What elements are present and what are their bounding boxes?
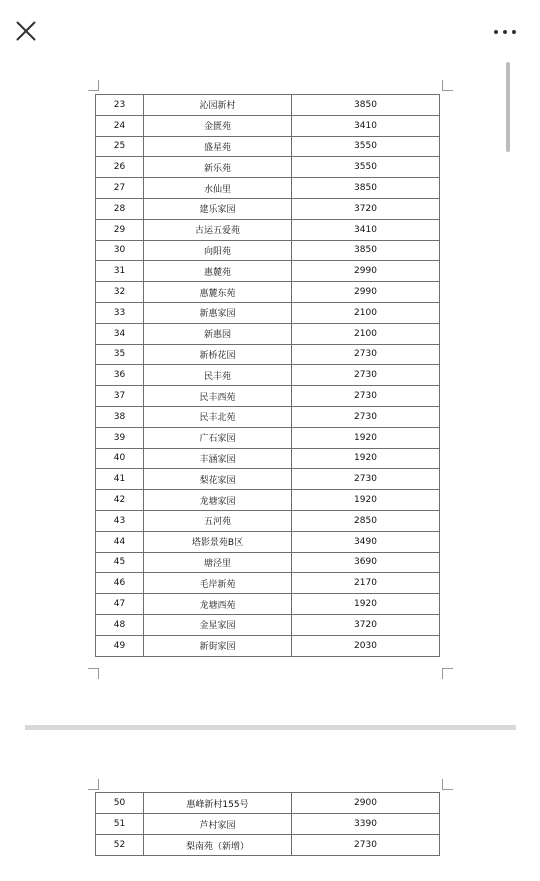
row-name: 民丰苑 [144,365,292,386]
table-row [96,261,440,282]
row-value: 2990 [292,261,440,282]
table-row [96,448,440,469]
table-row [96,490,440,511]
table-row [96,198,440,219]
row-number: 38 [96,406,144,427]
row-value: 2730 [292,835,440,856]
table-row [96,365,440,386]
row-number: 51 [96,814,144,835]
row-name: 沁园新村 [144,95,292,116]
table-row [96,178,440,199]
row-number: 32 [96,282,144,303]
crop-mark [442,779,453,790]
crop-mark [88,668,99,679]
table-row [96,427,440,448]
table-row [96,240,440,261]
row-name: 龙塘家园 [144,490,292,511]
row-value: 3850 [292,178,440,199]
table-row [96,814,440,835]
data-table [95,792,440,856]
row-value: 1920 [292,427,440,448]
row-name: 惠麓苑 [144,261,292,282]
row-number: 50 [96,793,144,814]
row-name: 五河苑 [144,510,292,531]
row-name: 金匮苑 [144,115,292,136]
row-name: 新惠家园 [144,302,292,323]
row-value: 2730 [292,386,440,407]
row-number: 35 [96,344,144,365]
row-value: 3850 [292,95,440,116]
row-name: 龙塘西苑 [144,594,292,615]
table-row [96,95,440,116]
row-name: 惠峰新村155号 [144,793,292,814]
row-value: 2730 [292,406,440,427]
row-number: 41 [96,469,144,490]
scrollbar[interactable] [506,62,510,152]
table-row [96,531,440,552]
table-row [96,793,440,814]
table-row [96,136,440,157]
row-number: 33 [96,302,144,323]
row-name: 毛岸新苑 [144,573,292,594]
row-value: 3410 [292,219,440,240]
row-value: 2170 [292,573,440,594]
table-row [96,552,440,573]
row-name: 古运五爱苑 [144,219,292,240]
row-name: 惠麓东苑 [144,282,292,303]
row-name: 丰涵家园 [144,448,292,469]
row-value: 2030 [292,635,440,656]
table-row [96,510,440,531]
row-name: 金星家园 [144,614,292,635]
row-value: 3850 [292,240,440,261]
more-icon[interactable] [494,30,516,34]
table-row [96,635,440,656]
row-value: 1920 [292,448,440,469]
row-value: 3720 [292,614,440,635]
table-row [96,115,440,136]
row-name: 民丰西苑 [144,386,292,407]
crop-mark [88,779,99,790]
row-value: 2100 [292,302,440,323]
row-number: 45 [96,552,144,573]
table-row [96,323,440,344]
row-value: 3550 [292,136,440,157]
table-row [96,573,440,594]
row-name: 新桥花园 [144,344,292,365]
row-value: 2900 [292,793,440,814]
row-name: 建乐家园 [144,198,292,219]
row-value: 2730 [292,344,440,365]
row-number: 26 [96,157,144,178]
row-number: 40 [96,448,144,469]
row-value: 3410 [292,115,440,136]
row-number: 28 [96,198,144,219]
row-number: 52 [96,835,144,856]
row-number: 37 [96,386,144,407]
row-name: 新乐苑 [144,157,292,178]
row-number: 29 [96,219,144,240]
table-row [96,302,440,323]
page-separator [25,725,516,730]
row-name: 水仙里 [144,178,292,199]
row-value: 2990 [292,282,440,303]
crop-mark [442,80,453,91]
row-value: 2100 [292,323,440,344]
table-row [96,386,440,407]
row-number: 44 [96,531,144,552]
row-name: 向阳苑 [144,240,292,261]
row-value: 1920 [292,490,440,511]
row-number: 36 [96,365,144,386]
top-toolbar [0,0,540,63]
row-value: 2730 [292,365,440,386]
row-value: 3390 [292,814,440,835]
row-number: 23 [96,95,144,116]
row-number: 25 [96,136,144,157]
row-number: 42 [96,490,144,511]
table-row [96,344,440,365]
row-name: 盛星苑 [144,136,292,157]
row-name: 广石家园 [144,427,292,448]
row-number: 30 [96,240,144,261]
data-table [95,94,440,657]
row-name: 梨花家园 [144,469,292,490]
table-row [96,282,440,303]
row-number: 47 [96,594,144,615]
row-number: 46 [96,573,144,594]
row-value: 3490 [292,531,440,552]
row-number: 27 [96,178,144,199]
table-row [96,469,440,490]
table-row [96,594,440,615]
table-row [96,406,440,427]
more-dot [503,30,507,34]
crop-mark [442,668,453,679]
table-row [96,157,440,178]
row-name: 民丰北苑 [144,406,292,427]
row-name: 新惠园 [144,323,292,344]
row-value: 2850 [292,510,440,531]
row-number: 49 [96,635,144,656]
table-row [96,219,440,240]
table-row [96,835,440,856]
row-number: 48 [96,614,144,635]
row-value: 3690 [292,552,440,573]
more-dot [494,30,498,34]
row-value: 3550 [292,157,440,178]
more-dot [512,30,516,34]
row-name: 塘泾里 [144,552,292,573]
row-value: 3720 [292,198,440,219]
document-page-2 [0,732,540,881]
document-page-1 [0,62,540,724]
row-number: 34 [96,323,144,344]
row-name: 新街家园 [144,635,292,656]
row-number: 31 [96,261,144,282]
row-value: 2730 [292,469,440,490]
crop-mark [88,80,99,91]
row-number: 43 [96,510,144,531]
row-name: 芦村家园 [144,814,292,835]
row-name: 塔影景苑B区 [144,531,292,552]
row-value: 1920 [292,594,440,615]
close-icon[interactable] [14,19,38,43]
row-number: 24 [96,115,144,136]
table-row [96,614,440,635]
row-name: 梨南苑（新增） [144,835,292,856]
row-number: 39 [96,427,144,448]
